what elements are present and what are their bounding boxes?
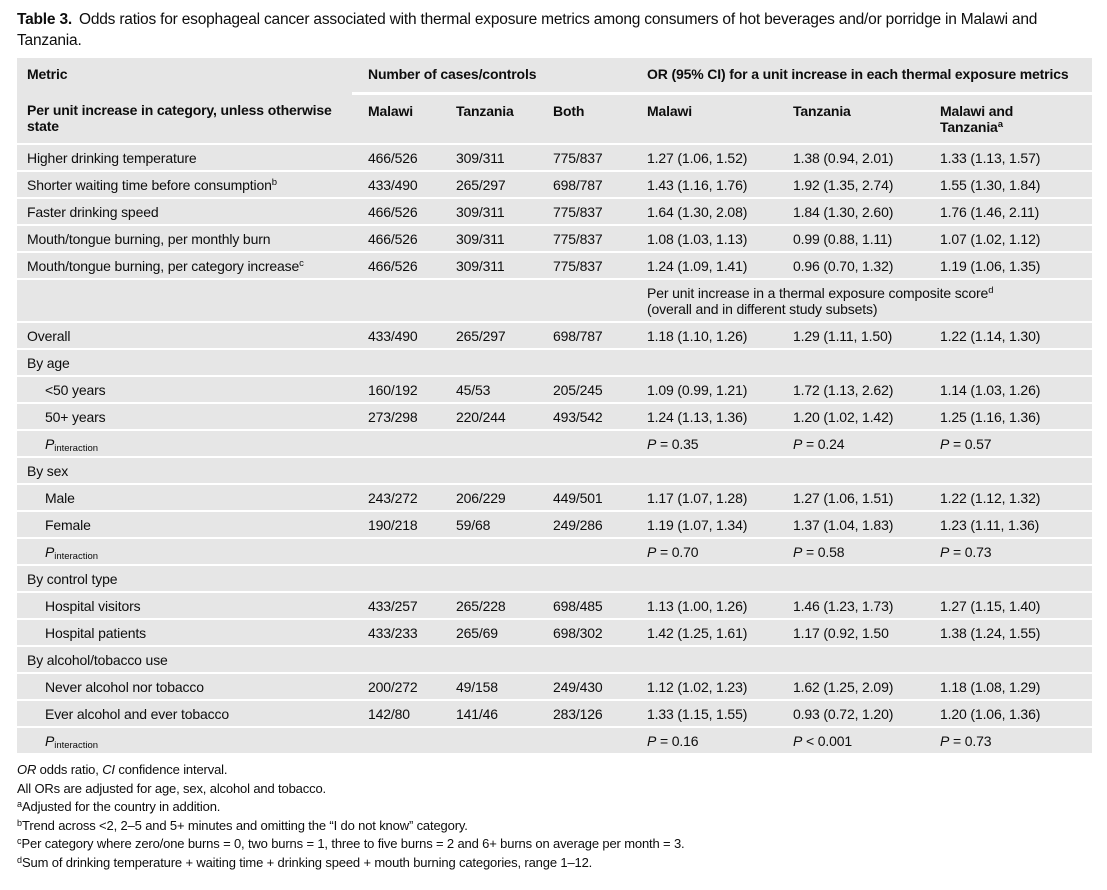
- p-interaction-cell: $P_{interaction}$: [17, 727, 352, 754]
- value-cell: 1.23 (1.11, 1.36): [924, 511, 1092, 538]
- table-row: [17, 484, 1092, 511]
- value-cell: 220/244: [440, 403, 537, 430]
- value-cell: 466/526: [352, 252, 440, 279]
- table-row: [17, 403, 1092, 430]
- value-cell: 1.17 (1.07, 1.28): [631, 484, 777, 511]
- table-row: [17, 198, 1092, 225]
- value-cell: 309/311: [440, 225, 537, 252]
- table-number: Table 3.: [17, 11, 72, 28]
- col-header-or-malawi: Malawi: [631, 94, 777, 145]
- value-cell: 493/542: [537, 403, 631, 430]
- value-cell: 309/311: [440, 144, 537, 171]
- value-cell: 309/311: [440, 198, 537, 225]
- value-cell: 1.42 (1.25, 1.61): [631, 619, 777, 646]
- odds-ratio-table: [17, 58, 1092, 755]
- metric-cell: 50+ years: [17, 403, 352, 430]
- value-cell: 1.29 (1.11, 1.50): [777, 322, 924, 349]
- value-cell: 1.08 (1.03, 1.13): [631, 225, 777, 252]
- footnote-marker-a: a: [997, 119, 1003, 130]
- value-cell: 1.24 (1.09, 1.41): [631, 252, 777, 279]
- value-cell: 206/229: [440, 484, 537, 511]
- empty-cell: [352, 430, 631, 457]
- metric-cell: Overall: [17, 322, 352, 349]
- empty-cell: [352, 727, 631, 754]
- metric-cell: Female: [17, 511, 352, 538]
- value-cell: 698/787: [537, 322, 631, 349]
- value-cell: 1.07 (1.02, 1.12): [924, 225, 1092, 252]
- footnote-line: $^d$Sum of drinking temperature + waiting time + drinking speed + mouth burning categories, range 1–12.: [17, 854, 593, 870]
- footnote-line: $^b$Trend across <2, 2–5 and 5+ minutes and omitting the “I do not know” category.: [17, 817, 468, 833]
- value-cell: 433/490: [352, 322, 440, 349]
- section-label-cell: By alcohol/tobacco use: [17, 646, 1092, 673]
- value-cell: 466/526: [352, 198, 440, 225]
- p-value-cell: P = 0.16: [631, 727, 777, 754]
- value-cell: 309/311: [440, 252, 537, 279]
- value-cell: 265/297: [440, 322, 537, 349]
- value-cell: 1.33 (1.15, 1.55): [631, 700, 777, 727]
- col-group-or-ci: OR (95% CI) for a unit increase in each thermal exposure metrics: [631, 58, 1092, 94]
- table-row: [17, 727, 1092, 754]
- metric-cell: Mouth/tongue burning, per monthly burn: [17, 225, 352, 252]
- section-label-cell: By age: [17, 349, 1092, 376]
- value-cell: 283/126: [537, 700, 631, 727]
- value-cell: 1.22 (1.12, 1.32): [924, 484, 1092, 511]
- section-row: [17, 646, 1092, 673]
- section-row: [17, 457, 1092, 484]
- value-cell: 433/233: [352, 619, 440, 646]
- footnotes: [17, 761, 1092, 872]
- value-cell: 265/228: [440, 592, 537, 619]
- value-cell: 1.72 (1.13, 2.62): [777, 376, 924, 403]
- metric-cell: Higher drinking temperature: [17, 144, 352, 171]
- value-cell: 698/787: [537, 171, 631, 198]
- table-row: [17, 619, 1092, 646]
- value-cell: 49/158: [440, 673, 537, 700]
- footnote-marker-b: b: [271, 177, 278, 188]
- metric-cell: Shorter waiting time before consumption$^b$: [17, 171, 352, 198]
- value-cell: 1.19 (1.07, 1.34): [631, 511, 777, 538]
- value-cell: 1.55 (1.30, 1.84): [924, 171, 1092, 198]
- value-cell: 265/69: [440, 619, 537, 646]
- col-header-metric: Metric: [17, 58, 352, 94]
- footnote-line: All ORs are adjusted for age, sex, alcohol and tobacco.: [17, 780, 326, 796]
- metric-cell: Never alcohol nor tobacco: [17, 673, 352, 700]
- footnote-marker-c: c: [299, 258, 304, 269]
- value-cell: 249/286: [537, 511, 631, 538]
- col-group-cases-controls: Number of cases/controls: [352, 58, 631, 94]
- value-cell: 1.46 (1.23, 1.73): [777, 592, 924, 619]
- p-value-cell: P = 0.35: [631, 430, 777, 457]
- sub-header-row: [17, 94, 1092, 145]
- footnote-line: $^c$Per category where zero/one burns = 0, two burns = 1, three to five burns = 2 and 6+ burns on average per month = 3.: [17, 836, 685, 851]
- value-cell: 1.84 (1.30, 2.60): [777, 198, 924, 225]
- p-value-cell: P = 0.58: [777, 538, 924, 565]
- p-value-cell: P = 0.24: [777, 430, 924, 457]
- value-cell: 775/837: [537, 252, 631, 279]
- value-cell: 1.09 (0.99, 1.21): [631, 376, 777, 403]
- value-cell: 775/837: [537, 225, 631, 252]
- table-row: [17, 430, 1092, 457]
- value-cell: 1.14 (1.03, 1.26): [924, 376, 1092, 403]
- col-header-cases-both: Both: [537, 94, 631, 145]
- p-value-cell: P = 0.57: [924, 430, 1092, 457]
- value-cell: 142/80: [352, 700, 440, 727]
- value-cell: 1.12 (1.02, 1.23): [631, 673, 777, 700]
- metric-cell: <50 years: [17, 376, 352, 403]
- table-row: [17, 592, 1092, 619]
- value-cell: 1.13 (1.00, 1.26): [631, 592, 777, 619]
- table-row: [17, 511, 1092, 538]
- value-cell: 775/837: [537, 198, 631, 225]
- footnote-marker-b: b: [17, 817, 23, 828]
- table-row: [17, 279, 1092, 322]
- value-cell: 1.22 (1.14, 1.30): [924, 322, 1092, 349]
- composite-score-subheader-cell: Per unit increase in a thermal exposure composite score$^d$ (overall and in different study subsets): [631, 279, 1092, 322]
- value-cell: 1.37 (1.04, 1.83): [777, 511, 924, 538]
- value-cell: 190/218: [352, 511, 440, 538]
- value-cell: 1.24 (1.13, 1.36): [631, 403, 777, 430]
- value-cell: 0.93 (0.72, 1.20): [777, 700, 924, 727]
- p-interaction-cell: $P_{interaction}$: [17, 430, 352, 457]
- col-header-or-malawi-tanzania-label: Malawi and Tanzania: [940, 103, 1014, 135]
- value-cell: 0.96 (0.70, 1.32): [777, 252, 924, 279]
- table-row: [17, 225, 1092, 252]
- value-cell: 1.38 (0.94, 2.01): [777, 144, 924, 171]
- p-value-cell: P = 0.70: [631, 538, 777, 565]
- value-cell: 1.33 (1.13, 1.57): [924, 144, 1092, 171]
- value-cell: 0.99 (0.88, 1.11): [777, 225, 924, 252]
- col-header-or-malawi-tanzania: [924, 94, 1092, 145]
- table-caption: [17, 9, 1090, 51]
- value-cell: 698/485: [537, 592, 631, 619]
- col-header-metric-description: Per unit increase in category, unless otherwise state: [17, 94, 352, 145]
- col-header-cases-malawi: Malawi: [352, 94, 440, 145]
- value-cell: 200/272: [352, 673, 440, 700]
- table-row: [17, 376, 1092, 403]
- value-cell: 1.38 (1.24, 1.55): [924, 619, 1092, 646]
- footnote-marker-a: a: [17, 799, 23, 809]
- value-cell: 45/53: [440, 376, 537, 403]
- value-cell: 1.18 (1.10, 1.26): [631, 322, 777, 349]
- metric-cell: Hospital visitors: [17, 592, 352, 619]
- p-value-cell: P = 0.73: [924, 538, 1092, 565]
- table-title-text: Odds ratios for esophageal cancer associated with thermal exposure metrics among consumers of hot beverages and/or porridge in Malawi and Tanzania.: [17, 11, 1038, 49]
- p-value-cell: P < 0.001: [777, 727, 924, 754]
- footnote-marker-d: d: [17, 854, 23, 865]
- value-cell: 1.92 (1.35, 2.74): [777, 171, 924, 198]
- value-cell: 265/297: [440, 171, 537, 198]
- metric-cell: Ever alcohol and ever tobacco: [17, 700, 352, 727]
- footnote-marker-d: d: [988, 285, 994, 296]
- section-row: [17, 565, 1092, 592]
- value-cell: 141/46: [440, 700, 537, 727]
- metric-cell: Male: [17, 484, 352, 511]
- value-cell: 698/302: [537, 619, 631, 646]
- table-row: [17, 700, 1092, 727]
- value-cell: 1.27 (1.06, 1.51): [777, 484, 924, 511]
- value-cell: 466/526: [352, 144, 440, 171]
- value-cell: 1.43 (1.16, 1.76): [631, 171, 777, 198]
- value-cell: 1.62 (1.25, 2.09): [777, 673, 924, 700]
- section-row: [17, 349, 1092, 376]
- value-cell: 433/257: [352, 592, 440, 619]
- value-cell: 1.19 (1.06, 1.35): [924, 252, 1092, 279]
- value-cell: 433/490: [352, 171, 440, 198]
- value-cell: 1.25 (1.16, 1.36): [924, 403, 1092, 430]
- table-row: [17, 144, 1092, 171]
- value-cell: 1.64 (1.30, 2.08): [631, 198, 777, 225]
- value-cell: 1.20 (1.02, 1.42): [777, 403, 924, 430]
- value-cell: 59/68: [440, 511, 537, 538]
- value-cell: 160/192: [352, 376, 440, 403]
- footnote-marker-c: c: [17, 836, 22, 846]
- value-cell: 466/526: [352, 225, 440, 252]
- metric-cell: Mouth/tongue burning, per category increase$^c$: [17, 252, 352, 279]
- section-label-cell: By control type: [17, 565, 1092, 592]
- col-header-or-tanzania: Tanzania: [777, 94, 924, 145]
- footnote-line: $^a$Adjusted for the country in addition.: [17, 799, 221, 814]
- value-cell: 1.20 (1.06, 1.36): [924, 700, 1092, 727]
- value-cell: 205/245: [537, 376, 631, 403]
- value-cell: 1.18 (1.08, 1.29): [924, 673, 1092, 700]
- metric-cell: Faster drinking speed: [17, 198, 352, 225]
- value-cell: 1.17 (0.92, 1.50: [777, 619, 924, 646]
- value-cell: 273/298: [352, 403, 440, 430]
- footnote-line: OR odds ratio, CI confidence interval.: [17, 762, 228, 777]
- table-row: [17, 252, 1092, 279]
- value-cell: 243/272: [352, 484, 440, 511]
- empty-cell: [17, 279, 631, 322]
- table-row: [17, 538, 1092, 565]
- table-row: [17, 322, 1092, 349]
- value-cell: 1.76 (1.46, 2.11): [924, 198, 1092, 225]
- group-header-row: [17, 58, 1092, 94]
- value-cell: 449/501: [537, 484, 631, 511]
- p-interaction-cell: $P_{interaction}$: [17, 538, 352, 565]
- col-header-cases-tanzania: Tanzania: [440, 94, 537, 145]
- table-row: [17, 171, 1092, 198]
- value-cell: 249/430: [537, 673, 631, 700]
- value-cell: 1.27 (1.06, 1.52): [631, 144, 777, 171]
- value-cell: 1.27 (1.15, 1.40): [924, 592, 1092, 619]
- p-value-cell: P = 0.73: [924, 727, 1092, 754]
- empty-cell: [352, 538, 631, 565]
- table-row: [17, 673, 1092, 700]
- section-label-cell: By sex: [17, 457, 1092, 484]
- metric-cell: Hospital patients: [17, 619, 352, 646]
- value-cell: 775/837: [537, 144, 631, 171]
